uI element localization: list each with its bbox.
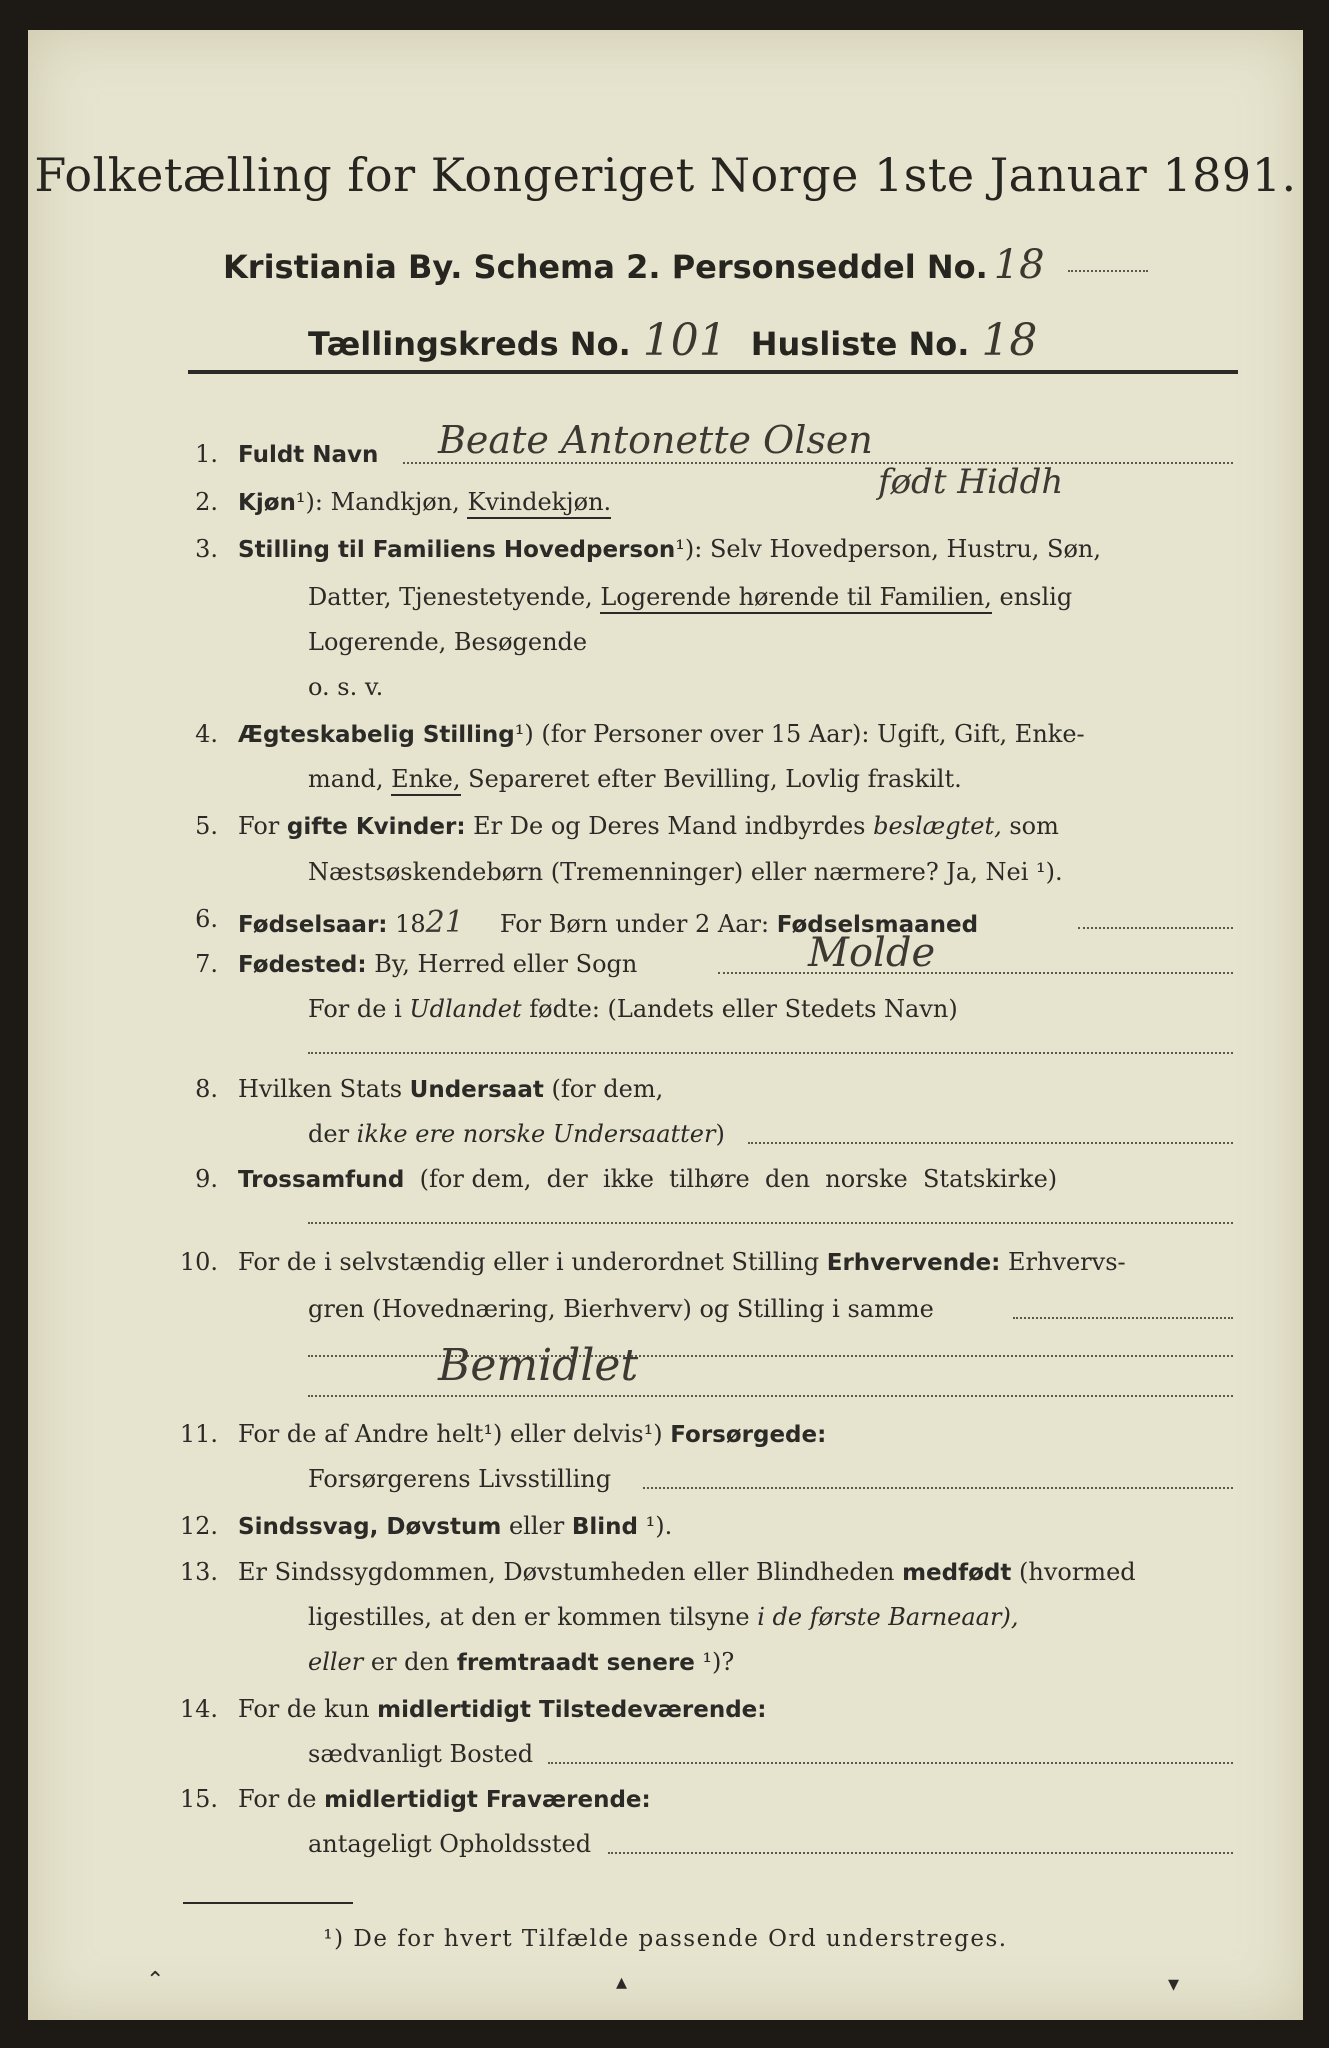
- citizenship-dots: [748, 1142, 1233, 1144]
- item-number: 13.: [179, 1558, 218, 1586]
- census-form-sheet: [28, 30, 1303, 2020]
- temporary-present-label: midlertidigt Tilstedeværende:: [377, 1697, 767, 1723]
- maiden-name-value: født Hiddh: [878, 462, 1064, 502]
- blind-label: Blind: [571, 1514, 638, 1540]
- occupation-value: Bemidlet: [438, 1340, 639, 1391]
- birth-month-text: For Børn under 2 Aar:: [499, 910, 777, 938]
- usual-residence-dots: [548, 1762, 1233, 1764]
- item-11-line-2: Forsørgerens Livsstilling: [308, 1465, 612, 1493]
- occupation-label: Erhvervende:: [826, 1250, 1001, 1276]
- taellingskreds-label: Tællingskreds No.: [308, 325, 631, 363]
- q13-text-d: i de første Barneaar),: [757, 1603, 1019, 1631]
- item-number: 15.: [179, 1785, 218, 1813]
- q13-text-a: Er Sindssygdommen, Døvstumheden eller Blindheden: [238, 1558, 903, 1586]
- q13-text-b: (hvormed: [1011, 1558, 1136, 1586]
- q5-text-c: beslægtet,: [873, 812, 1002, 840]
- religion-label: Trossamfund: [238, 1167, 405, 1193]
- abroad-dots: [308, 1052, 1233, 1054]
- birthplace-value: Molde: [808, 930, 936, 976]
- religion-text: (for dem, der ikke tilhøre den norske Statskirke): [404, 1165, 1058, 1193]
- taellingskreds-no: 101: [642, 315, 727, 366]
- occupation-dots-3: [308, 1395, 1233, 1397]
- q12-text-b: ¹).: [637, 1512, 673, 1540]
- q14-text-a: For de kun: [238, 1695, 378, 1723]
- item-number: 5.: [195, 812, 218, 840]
- item-number: 14.: [179, 1695, 218, 1723]
- item-3-line-3: Logerende, Besøgende: [308, 628, 588, 656]
- item-number: 4.: [195, 720, 218, 748]
- birthplace-dots: [718, 972, 1233, 974]
- full-name-value: Beate Antonette Olsen: [438, 418, 873, 462]
- q12-text-a: eller: [501, 1512, 572, 1540]
- family-position-options-3: enslig: [991, 583, 1073, 611]
- center-mark-icon: ▴: [616, 1970, 628, 1995]
- item-number: 3.: [195, 535, 218, 563]
- q13-text-e: eller: [308, 1648, 364, 1676]
- husliste-label: Husliste No.: [750, 325, 970, 363]
- item-number: 8.: [195, 1075, 218, 1103]
- item-10-line-2: gren (Hovednæring, Bierhverv) og Stilling i samme: [308, 1295, 934, 1323]
- header-rule: [188, 370, 1238, 374]
- family-position-label: Stilling til Familiens Hovedperson: [238, 537, 676, 563]
- sex-selected: Kvindekjøn.: [467, 488, 611, 519]
- birth-year-value: 21: [425, 905, 464, 940]
- birthplace-label: Fødested:: [238, 952, 367, 978]
- item-15-line-2: antageligt Opholdssted: [308, 1830, 592, 1858]
- item-13-line-3: [308, 1648, 734, 1676]
- q13-text-f: er den: [363, 1648, 457, 1676]
- sex-label: Kjøn: [238, 490, 296, 516]
- item-5-line-2: Næstsøskendebørn (Tremenninger) eller nærmere? Ja, Nei ¹).: [308, 858, 1063, 886]
- birthplace-text: By, Herred eller Sogn: [366, 950, 638, 978]
- personseddel-dots: [1068, 270, 1148, 272]
- corner-mark-left-icon: ⌃: [146, 1968, 165, 1993]
- form-title: Folketælling for Kongeriget Norge 1ste Januar 1891.: [34, 148, 1297, 202]
- temporary-absent-label: midlertidigt Fraværende:: [324, 1787, 651, 1813]
- item-number: 11.: [179, 1420, 218, 1448]
- marital-status-options-2: Separeret efter Bevilling, Lovlig fraskilt.: [460, 765, 962, 793]
- family-position-selected: Logerende hørende til Familien,: [600, 583, 992, 614]
- item-8-line-2: [308, 1120, 725, 1148]
- married-women-label: gifte Kvinder:: [286, 814, 466, 840]
- item-number: 1.: [195, 440, 218, 468]
- q10-text-b: Erhvervs-: [1000, 1248, 1126, 1276]
- sex-options: ¹): Mandkjøn,: [295, 488, 468, 516]
- birth-month-label: Fødselsmaaned: [776, 912, 979, 938]
- husliste-no: 18: [981, 315, 1038, 366]
- item-4-line-2: [308, 765, 962, 793]
- header-line-3: [308, 315, 1037, 366]
- q13-text-g: ¹)?: [694, 1648, 735, 1676]
- supporter-dots: [643, 1487, 1233, 1489]
- item-3-line-4: o. s. v.: [308, 673, 384, 701]
- birth-year-prefix: 18: [387, 910, 426, 938]
- full-name-label: Fuldt Navn: [238, 442, 379, 468]
- item-14-line-2: sædvanligt Bosted: [308, 1740, 534, 1768]
- full-name-dots: [403, 462, 1233, 464]
- header-line-2: [223, 242, 1045, 288]
- corner-mark-right-icon: ▾: [1168, 1972, 1180, 1997]
- item-number: 2.: [195, 488, 218, 516]
- personseddel-label: Kristiania By. Schema 2. Personseddel No.: [223, 248, 988, 286]
- q8-text-c: der: [308, 1120, 357, 1148]
- q8-text-d: ikke ere norske Undersaatter: [356, 1120, 716, 1148]
- supported-label: Forsørgede:: [670, 1422, 827, 1448]
- footnote-rule: [183, 1902, 353, 1904]
- personseddel-no: 18: [993, 242, 1045, 288]
- item-number: 10.: [179, 1248, 218, 1276]
- item-13-line-2: [308, 1603, 1018, 1631]
- marital-status-selected: Enke,: [391, 765, 460, 796]
- q5-text-d: som: [1001, 812, 1059, 840]
- q5-text-a: For: [238, 812, 287, 840]
- item-number: 12.: [179, 1512, 218, 1540]
- item-number: 9.: [195, 1165, 218, 1193]
- q13-text-c: ligestilles, at den er kommen tilsyne: [308, 1603, 758, 1631]
- birth-year-label: Fødselsaar:: [238, 912, 388, 938]
- q8-text-b: (for dem,: [543, 1075, 664, 1103]
- religion-dots: [308, 1222, 1233, 1224]
- abroad-text-a: For de i: [308, 995, 410, 1023]
- footnote: ¹) De for hvert Tilfælde passende Ord understreges.: [323, 1926, 1008, 1952]
- item-number: 6.: [195, 905, 218, 933]
- later-onset-label: fremtraadt senere: [456, 1650, 695, 1676]
- marital-option-mand: mand,: [308, 765, 392, 793]
- item-number: 7.: [195, 950, 218, 978]
- probable-residence-dots: [608, 1852, 1233, 1854]
- disability-label: Sindssvag, Døvstum: [238, 1514, 502, 1540]
- birth-month-dots: [1078, 927, 1233, 929]
- occupation-dots-1: [1013, 1317, 1233, 1319]
- q8-text-a: Hvilken Stats: [238, 1075, 410, 1103]
- q5-text-b: Er De og Deres Mand indbyrdes: [465, 812, 874, 840]
- marital-status-options: ¹) (for Personer over 15 Aar): Ugift, Gift, Enke-: [514, 720, 1085, 748]
- family-position-options: ¹): Selv Hovedperson, Hustru, Søn,: [675, 535, 1102, 563]
- q8-text-e: ): [715, 1120, 725, 1148]
- q15-text-a: For de: [238, 1785, 325, 1813]
- q10-text-a: For de i selvstændig eller i underordnet Stilling: [238, 1248, 827, 1276]
- marital-status-label: Ægteskabelig Stilling: [238, 722, 515, 748]
- citizenship-label: Undersaat: [409, 1077, 544, 1103]
- family-position-options-2: Datter, Tjenestetyende,: [308, 583, 601, 611]
- abroad-text-c: fødte: (Landets eller Stedets Navn): [521, 995, 958, 1023]
- item-3-line-2: [308, 583, 1072, 611]
- abroad-text-b: Udlandet: [409, 995, 522, 1023]
- q11-text-a: For de af Andre helt¹) eller delvis¹): [238, 1420, 671, 1448]
- congenital-label: medfødt: [902, 1560, 1012, 1586]
- item-7-line-2: [308, 995, 958, 1023]
